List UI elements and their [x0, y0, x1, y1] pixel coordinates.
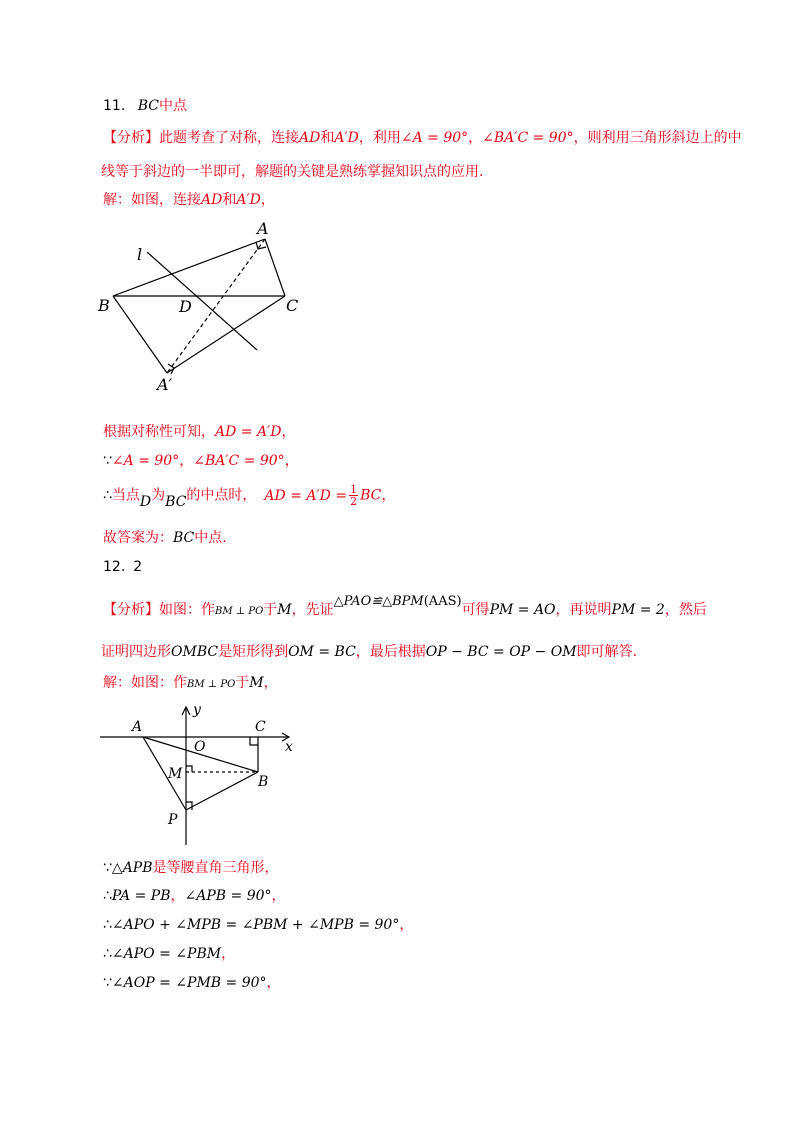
q12-answer-line	[103, 557, 142, 577]
q11-sol-text: 解：如图，连接	[103, 192, 201, 208]
q11-step3-text3: 的中点时，	[186, 487, 257, 504]
q12-step1	[103, 858, 279, 878]
q12-a2-ombc: OMBC	[171, 644, 219, 660]
q11-step3-text1: 当点	[111, 487, 140, 504]
q11-analysis-line2: 线等于斜边的一半即可，解题的关键是熟练掌握知识点的应用.	[101, 164, 484, 180]
q12-solution-intro	[103, 673, 278, 695]
q11-answer-final	[103, 528, 227, 548]
q11-answer-suffix: 中点	[158, 98, 187, 114]
q11-step3	[103, 484, 395, 512]
q12-a1-text5: ，再说明	[555, 602, 612, 618]
q11-step2-math2: ∠BA′C = 90°	[193, 453, 285, 469]
q11-label-l: l	[137, 245, 143, 264]
q12-a2-text2: 是矩形得到	[218, 644, 289, 660]
q11-label-d: D	[179, 297, 192, 316]
q12-label-y: y	[193, 702, 201, 718]
therefore-symbol: ∴	[103, 946, 112, 962]
q12-a2-om-bc: OM = BC	[288, 644, 356, 660]
q12-step5	[103, 973, 281, 993]
q11-step1-end: ，	[281, 424, 296, 440]
q12-label-c: C	[255, 719, 266, 735]
because-symbol: ∵	[103, 975, 112, 991]
q11-figure	[95, 218, 310, 398]
q11-label-a2: A′	[157, 375, 173, 394]
q11-label-b: B	[98, 296, 110, 315]
q12-a1-text6: ，然后	[664, 602, 707, 618]
q11-step3-d: D	[139, 493, 152, 510]
q12-sol-bm-po: BM ⊥ PO	[187, 679, 236, 690]
q12-a2-text1: 证明四边形	[101, 644, 171, 660]
q12-segment-pb	[186, 772, 258, 810]
q11-segment-ba2	[113, 296, 167, 373]
q11-final-bc: BC	[173, 530, 195, 546]
q11-solution-intro	[103, 190, 275, 210]
q12-sol-end: ，	[263, 675, 278, 691]
q11-segment-ac	[265, 239, 285, 296]
q11-answer-bc: BC	[137, 98, 159, 114]
q11-sol-ad: AD	[201, 192, 223, 208]
q12-step2-end: ，	[271, 888, 286, 904]
q12-a1-text3: ，先证	[291, 602, 334, 618]
q11-math-angle-a: ∠A = 90°	[400, 130, 469, 146]
q11-analysis-text-end: ，则利用三角形斜边上的中	[573, 130, 742, 146]
q12-a2-text4: 即可解答.	[576, 644, 637, 660]
q11-step3-math2: BC	[360, 487, 382, 504]
q11-math-a2d: A′D	[334, 130, 359, 146]
q12-right-angle-c	[250, 737, 258, 745]
q12-sol-m: M	[249, 675, 264, 691]
q11-line-l	[147, 252, 257, 350]
q12-figure	[98, 700, 308, 850]
q11-fraction-half	[349, 484, 358, 507]
q11-sol-end: ，	[260, 192, 275, 208]
q12-a1-text1: 如图：作	[159, 602, 215, 618]
q11-comma: ，	[468, 130, 483, 146]
q11-step2-math1: ∠A = 90°	[111, 453, 180, 469]
q12-label-p: P	[168, 812, 178, 828]
q11-step1-math: AD = A′D	[215, 424, 282, 440]
because-symbol: ∵	[103, 860, 112, 876]
q12-step2-math1: PA = PB	[111, 888, 171, 904]
q11-analysis-tag: 【分析】	[103, 130, 159, 146]
q12-a1-pm-2: PM = 2	[611, 602, 665, 618]
q12-a2-text3: ，最后根据	[355, 644, 426, 660]
q11-analysis-line1	[103, 128, 742, 148]
q12-step3-math: ∠APO + ∠MPB = ∠PBM + ∠MPB = 90°	[111, 917, 400, 933]
q11-step1	[103, 422, 295, 442]
q11-step1-text: 根据对称性可知，	[103, 424, 215, 440]
q11-answer-line	[103, 96, 187, 116]
q12-answer: 2	[133, 559, 143, 575]
q12-label-a: A	[132, 719, 143, 735]
q12-a1-congruence: △PAO≌△BPM	[333, 594, 424, 609]
q12-step1-text: 是等腰直角三角形，	[152, 860, 279, 876]
q11-analysis-text: 此题考查了对称，连接	[159, 130, 299, 146]
q12-step2-math2: ∠APB = 90°	[184, 888, 272, 904]
q12-sol-text2: 于	[235, 675, 250, 691]
q11-step3-text2: 为	[151, 487, 166, 504]
q12-step1-math: △APB	[111, 860, 153, 876]
q11-right-angle-a	[256, 242, 266, 249]
q11-label-a: A	[257, 219, 269, 238]
q12-a1-aas: (AAS)	[423, 594, 462, 609]
q12-analysis-tag: 【分析】	[103, 602, 159, 618]
q12-a1-bm-po: BM ⊥ PO	[215, 606, 264, 617]
q12-step3-end: ，	[399, 917, 414, 933]
q12-label-m: M	[168, 766, 183, 782]
q12-step2	[103, 886, 286, 906]
q11-segment-ba	[113, 239, 265, 296]
fraction-denominator: 2	[350, 495, 358, 508]
q12-a1-pm-ao: PM = AO	[489, 602, 556, 618]
q11-text-use: ，利用	[358, 130, 401, 146]
q11-step2-sep: ，	[179, 453, 194, 469]
q12-right-angle-m	[186, 766, 192, 772]
q11-step2	[103, 451, 299, 471]
q11-sol-and: 和	[222, 192, 237, 208]
q11-label-c: C	[286, 296, 299, 315]
q11-step3-math1: AD = A′D =	[264, 487, 348, 504]
q12-step3	[103, 915, 413, 935]
q12-a1-m: M	[277, 602, 292, 618]
q12-label-o: O	[194, 739, 206, 755]
q11-math-angle-bac: ∠BA′C = 90°	[482, 130, 574, 146]
q12-step4	[103, 944, 235, 964]
q11-step3-end: ，	[381, 487, 396, 504]
q12-analysis-line1	[103, 594, 707, 622]
because-symbol: ∵	[103, 453, 112, 469]
q12-a1-text4: 可得	[461, 602, 490, 618]
q11-step3-bc: BC	[165, 493, 187, 510]
fraction-numerator: 1	[350, 483, 358, 496]
q11-text-and: 和	[320, 130, 335, 146]
q12-number: 12.	[103, 559, 126, 575]
q12-label-x: x	[285, 739, 293, 755]
q12-step5-math: ∠AOP = ∠PMB = 90°	[111, 975, 267, 991]
q11-step2-end: ，	[284, 453, 299, 469]
q12-sol-text1: 解：如图：作	[103, 675, 187, 691]
therefore-symbol: ∴	[103, 917, 112, 933]
q11-math-ad: AD	[299, 130, 321, 146]
q12-a1-text2: 于	[263, 602, 278, 618]
therefore-symbol: ∴	[103, 487, 112, 504]
q12-label-b: B	[258, 774, 269, 790]
q12-step4-math: ∠APO = ∠PBM	[111, 946, 222, 962]
q12-a2-equation: OP − BC = OP − OM	[425, 644, 577, 660]
q11-final-end: 中点.	[194, 530, 227, 546]
therefore-symbol: ∴	[103, 888, 112, 904]
q12-step4-end: ，	[221, 946, 236, 962]
q11-sol-a2d: A′D	[236, 192, 261, 208]
q11-final-text: 故答案为：	[103, 530, 173, 546]
q12-step2-sep: ，	[170, 888, 185, 904]
q12-analysis-line2	[101, 642, 637, 662]
q12-step5-end: ，	[266, 975, 281, 991]
q11-number: 11.	[103, 98, 126, 114]
